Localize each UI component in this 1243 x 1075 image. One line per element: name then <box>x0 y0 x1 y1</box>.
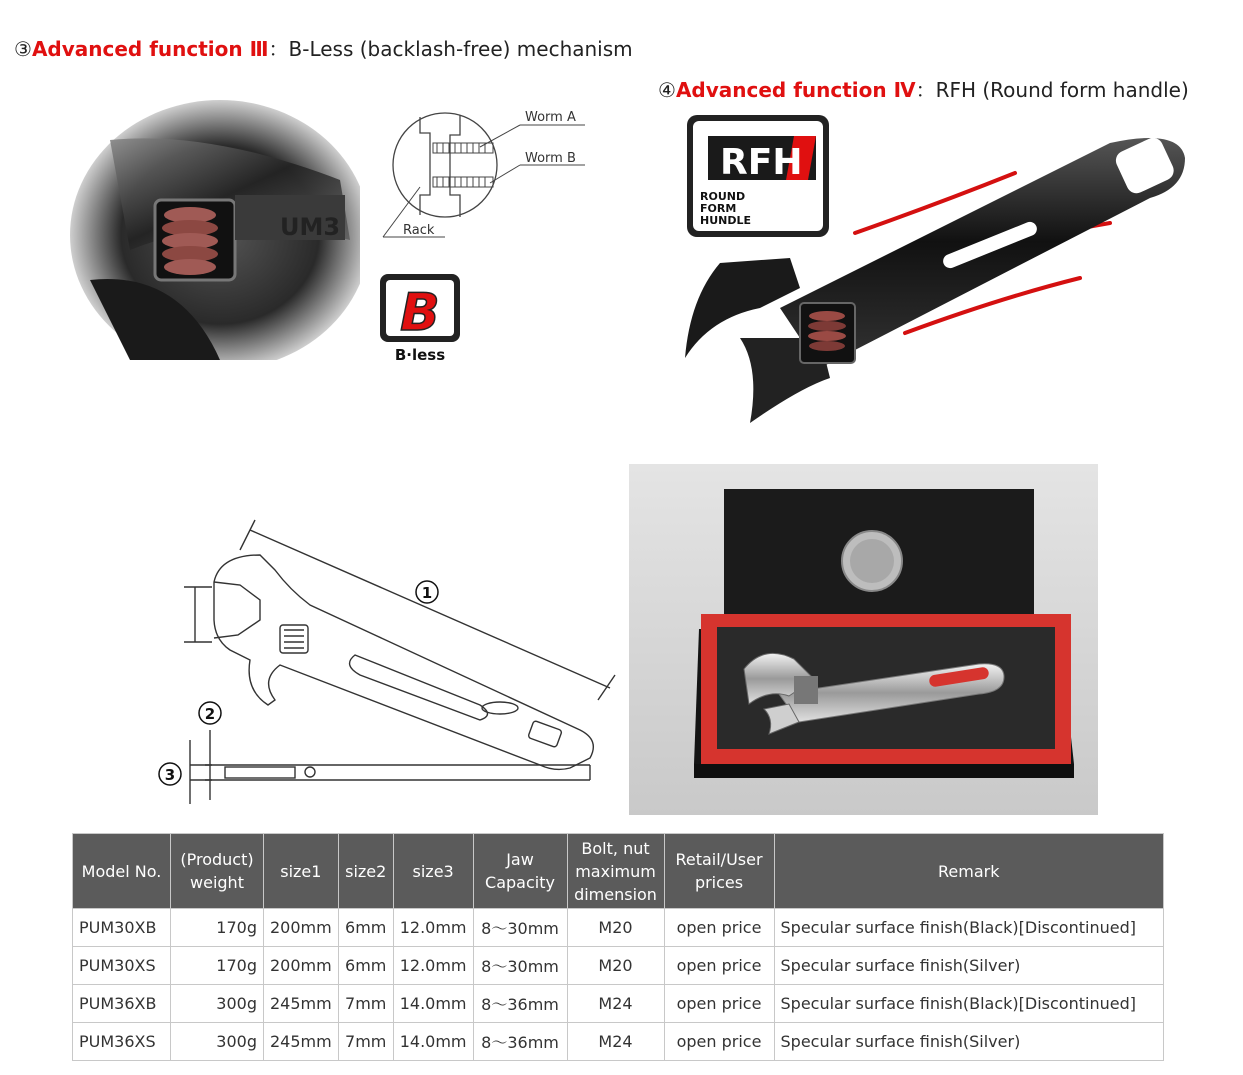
dimension-1-label: 1 <box>421 584 433 602</box>
svg-text:UM3: UM3 <box>280 213 341 241</box>
section-3-separator: ： <box>268 37 289 61</box>
dimension-2-label: 2 <box>204 705 216 723</box>
header-weight-line1: (Product) <box>180 850 254 869</box>
section-3-number: ③ <box>14 37 32 61</box>
cell-jaw: 8～36mm <box>473 1023 567 1061</box>
table-row <box>73 985 1164 1023</box>
header-jaw-line2: Capacity <box>485 873 555 892</box>
worm-gear-icon <box>162 207 218 275</box>
section-4-description: RFH (Round form handle) <box>935 78 1189 102</box>
section-4-separator: ： <box>915 78 936 102</box>
section-3-description: B-Less (backlash-free) mechanism <box>288 37 633 61</box>
header-price-line2: prices <box>694 873 744 892</box>
cell-model: PUM30XS <box>73 947 171 985</box>
table-row <box>73 1023 1164 1061</box>
cell-weight: 300g <box>171 1023 264 1061</box>
cell-price: open price <box>664 909 774 947</box>
header-size3: size3 <box>393 834 473 909</box>
cell-size2: 6mm <box>338 909 393 947</box>
specification-table <box>72 833 1164 1061</box>
cell-weight: 300g <box>171 985 264 1023</box>
header-weight <box>171 834 264 909</box>
worm-a-label: Worm A <box>525 110 576 125</box>
header-weight-line2: weight <box>190 873 244 892</box>
section-4-title: Advanced function Ⅳ <box>675 78 916 102</box>
header-bolt-line1: Bolt, nut <box>581 838 650 858</box>
cell-jaw: 8～36mm <box>473 985 567 1023</box>
cell-size2: 7mm <box>338 985 393 1023</box>
table-row <box>73 947 1164 985</box>
cell-bolt: M20 <box>567 947 664 985</box>
cell-size1: 245mm <box>264 1023 339 1061</box>
wrench-box-photo <box>629 464 1098 815</box>
header-jaw-line1: Jaw <box>506 850 534 869</box>
worm-closeup-photo <box>70 100 360 360</box>
rfh-logo-line2: FORM <box>700 202 737 215</box>
cell-bolt: M24 <box>567 985 664 1023</box>
cell-size3: 12.0mm <box>393 947 473 985</box>
cell-weight: 170g <box>171 909 264 947</box>
section-4-number: ④ <box>658 78 676 102</box>
bless-logo-caption: B·less <box>394 346 446 364</box>
cell-price: open price <box>664 1023 774 1061</box>
bless-logo-letter: B <box>400 283 440 343</box>
box-worm-icon <box>794 676 818 704</box>
rfh-logo-line3: HUNDLE <box>700 214 751 227</box>
header-size1: size1 <box>264 834 339 909</box>
bless-logo <box>378 272 464 364</box>
header-model: Model No. <box>73 834 171 909</box>
cell-size1: 200mm <box>264 947 339 985</box>
dimension-drawing <box>150 510 620 810</box>
black-wrench-photo <box>680 128 1210 428</box>
table-header-row <box>73 834 1164 909</box>
header-jaw <box>473 834 567 909</box>
cell-price: open price <box>664 947 774 985</box>
header-price-line1: Retail/User <box>675 850 763 869</box>
worm-rack-diagram <box>375 105 605 245</box>
cell-model: PUM36XB <box>73 985 171 1023</box>
header-remark: Remark <box>774 834 1163 909</box>
rfh-logo-letters: RFH <box>720 142 803 183</box>
section-3-heading <box>14 33 633 62</box>
cell-model: PUM30XB <box>73 909 171 947</box>
cell-size3: 14.0mm <box>393 1023 473 1061</box>
header-bolt-line3: dimension <box>574 884 657 904</box>
cell-remark: Specular surface finish(Black)[Discontinued] <box>774 909 1163 947</box>
rack-label: Rack <box>403 223 435 238</box>
cell-size3: 14.0mm <box>393 985 473 1023</box>
table-row <box>73 909 1164 947</box>
header-bolt <box>567 834 664 909</box>
cell-bolt: M20 <box>567 909 664 947</box>
cell-price: open price <box>664 985 774 1023</box>
section-4-heading <box>658 74 1189 103</box>
cell-size1: 245mm <box>264 985 339 1023</box>
cell-jaw: 8～30mm <box>473 909 567 947</box>
header-price <box>664 834 774 909</box>
dimension-3-label: 3 <box>164 766 176 784</box>
cell-bolt: M24 <box>567 1023 664 1061</box>
worm-b-label: Worm B <box>525 151 576 166</box>
section-3-title: Advanced function Ⅲ <box>31 37 269 61</box>
cell-weight: 170g <box>171 947 264 985</box>
rfh-logo-line1: ROUND <box>700 190 746 203</box>
cell-remark: Specular surface finish(Silver) <box>774 947 1163 985</box>
cell-jaw: 8～30mm <box>473 947 567 985</box>
cell-size2: 6mm <box>338 947 393 985</box>
header-bolt-line2: maximum <box>575 861 656 881</box>
cell-size3: 12.0mm <box>393 909 473 947</box>
header-size2: size2 <box>338 834 393 909</box>
cell-size2: 7mm <box>338 1023 393 1061</box>
cell-model: PUM36XS <box>73 1023 171 1061</box>
cell-remark: Specular surface finish(Black)[Discontinued] <box>774 985 1163 1023</box>
cell-remark: Specular surface finish(Silver) <box>774 1023 1163 1061</box>
cell-size1: 200mm <box>264 909 339 947</box>
